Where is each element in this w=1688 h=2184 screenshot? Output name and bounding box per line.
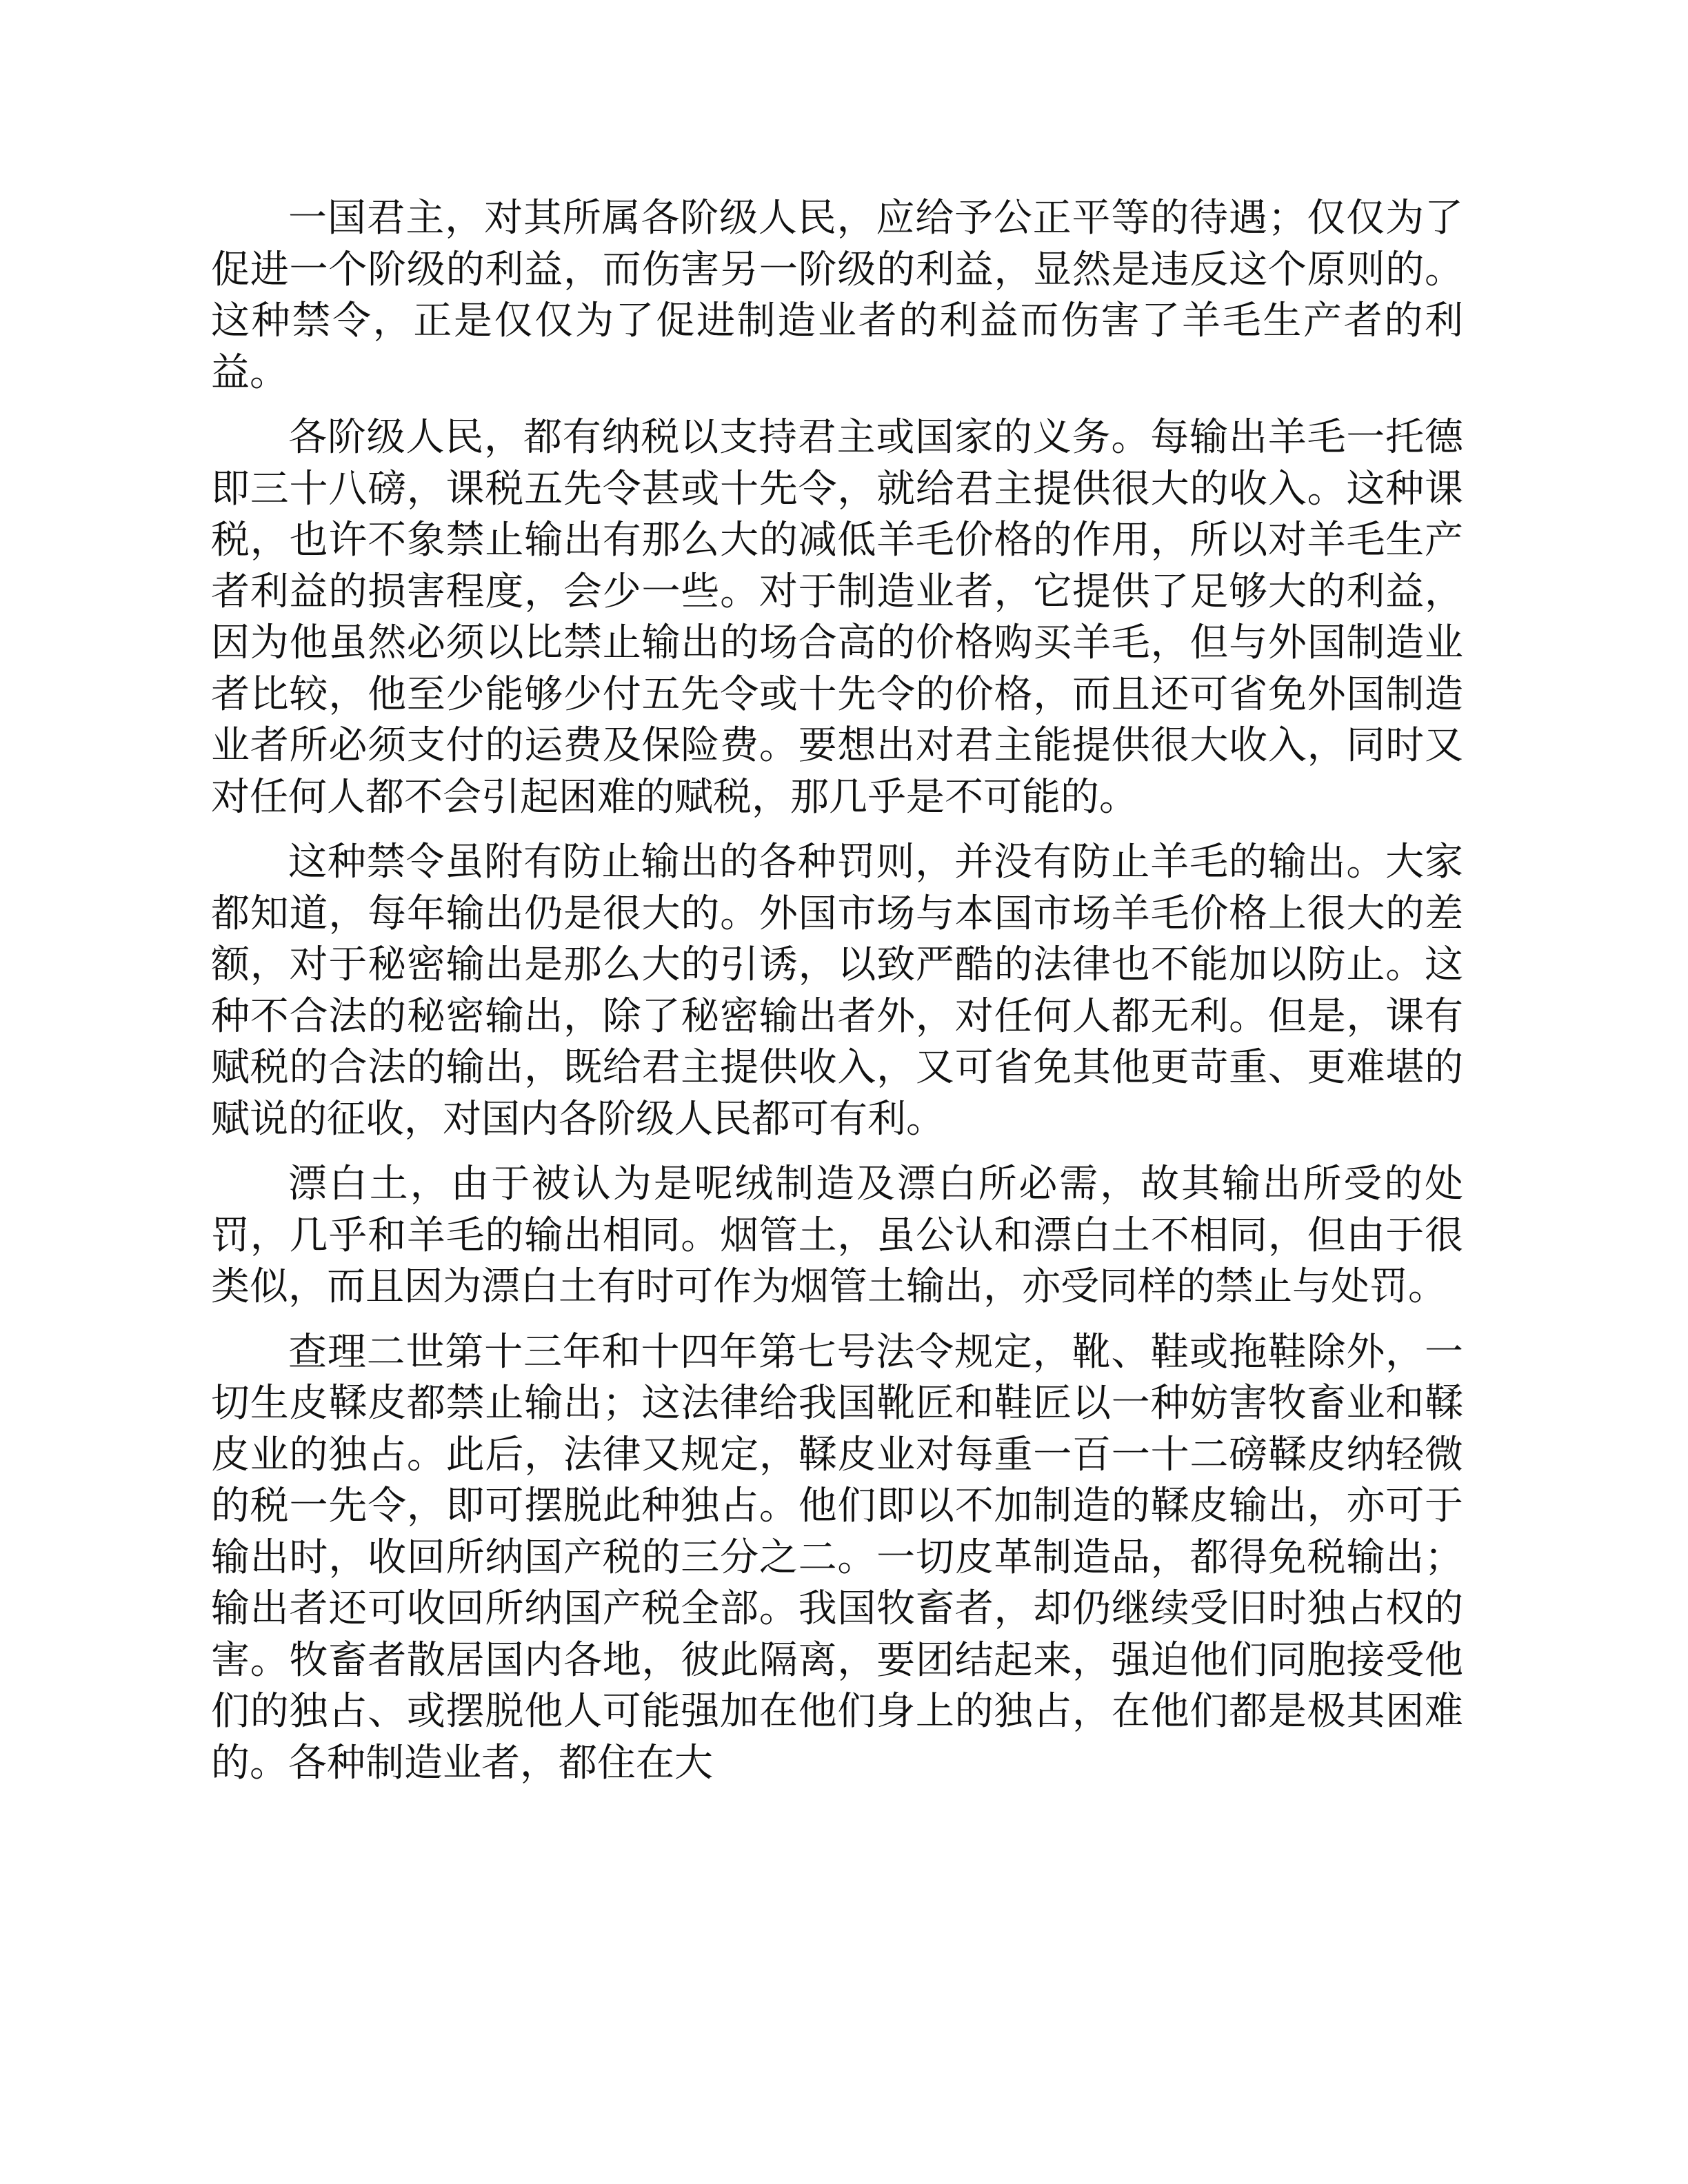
paragraph-2: 各阶级人民，都有纳税以支持君主或国家的义务。每输出羊毛一托德即三十八磅，课税五先令甚或十先令，就给君主提供很大的收入。这种课税，也许不象禁止输出有那么大的减低羊毛价格的作用，所以对羊毛生产者利益的损害程度，会少一些。对于制造业者，它提供了足够大的利益，因为他虽然必须以比禁止输出的场合高的价格购买羊毛，但与外国制造业者比较，他至少能够少付五先令或十先令的价格，而且还可省免外国制造业者所必须支付的运费及保险费。要想出对君主能提供很大收入，同时又对任何人都不会引起困难的赋税，那几乎是不可能的。 [211,415,1463,820]
body-text [211,193,1463,1803]
paragraph-3: 这种禁令虽附有防止输出的各种罚则，并没有防止羊毛的输出。大家都知道，每年输出仍是很大的。外国市场与本国市场羊毛价格上很大的差额，对于秘密输出是那么大的引诱，以致严酷的法律也不能加以防止。这种不合法的秘密输出，除了秘密输出者外，对任何人都无利。但是，课有赋税的合法的输出，既给君主提供收入，又可省免其他更苛重、更难堪的赋说的征收，对国内各阶级人民都可有利。 [211,840,1463,1142]
paragraph-1: 一国君主，对其所属各阶级人民，应给予公正平等的待遇；仅仅为了促进一个阶级的利益，而伤害另一阶级的利益，显然是违反这个原则的。这种禁令，正是仅仅为了促进制造业者的利益而伤害了羊毛生产者的利益。 [211,196,1463,395]
paragraph-5: 查理二世第十三年和十四年第七号法令规定，靴、鞋或拖鞋除外，一切生皮鞣皮都禁止输出；这法律给我国靴匠和鞋匠以一种妨害牧畜业和鞣皮业的独占。此后，法律又规定，鞣皮业对每重一百一十二磅鞣皮纳轻微的税一先令，即可摆脱此种独占。他们即以不加制造的鞣皮输出，亦可于输出时，收回所纳国产税的三分之二。一切皮革制造品，都得免税输出；输出者还可收回所纳国产税全部。我国牧畜者，却仍继续受旧时独占权的害。牧畜者散居国内各地，彼此隔离，要团结起来，强迫他们同胞接受他们的独占、或摆脱他人可能强加在他们身上的独占，在他们都是极其困难的。各种制造业者，都住在大 [211,1329,1463,1786]
paragraph-4: 漂白土，由于被认为是呢绒制造及漂白所必需，故其输出所受的处罚，几乎和羊毛的输出相同。烟管土，虽公认和漂白土不相同，但由于很类似，而且因为漂白土有时可作为烟管土输出，亦受同样的禁止与处罚。 [211,1162,1463,1309]
